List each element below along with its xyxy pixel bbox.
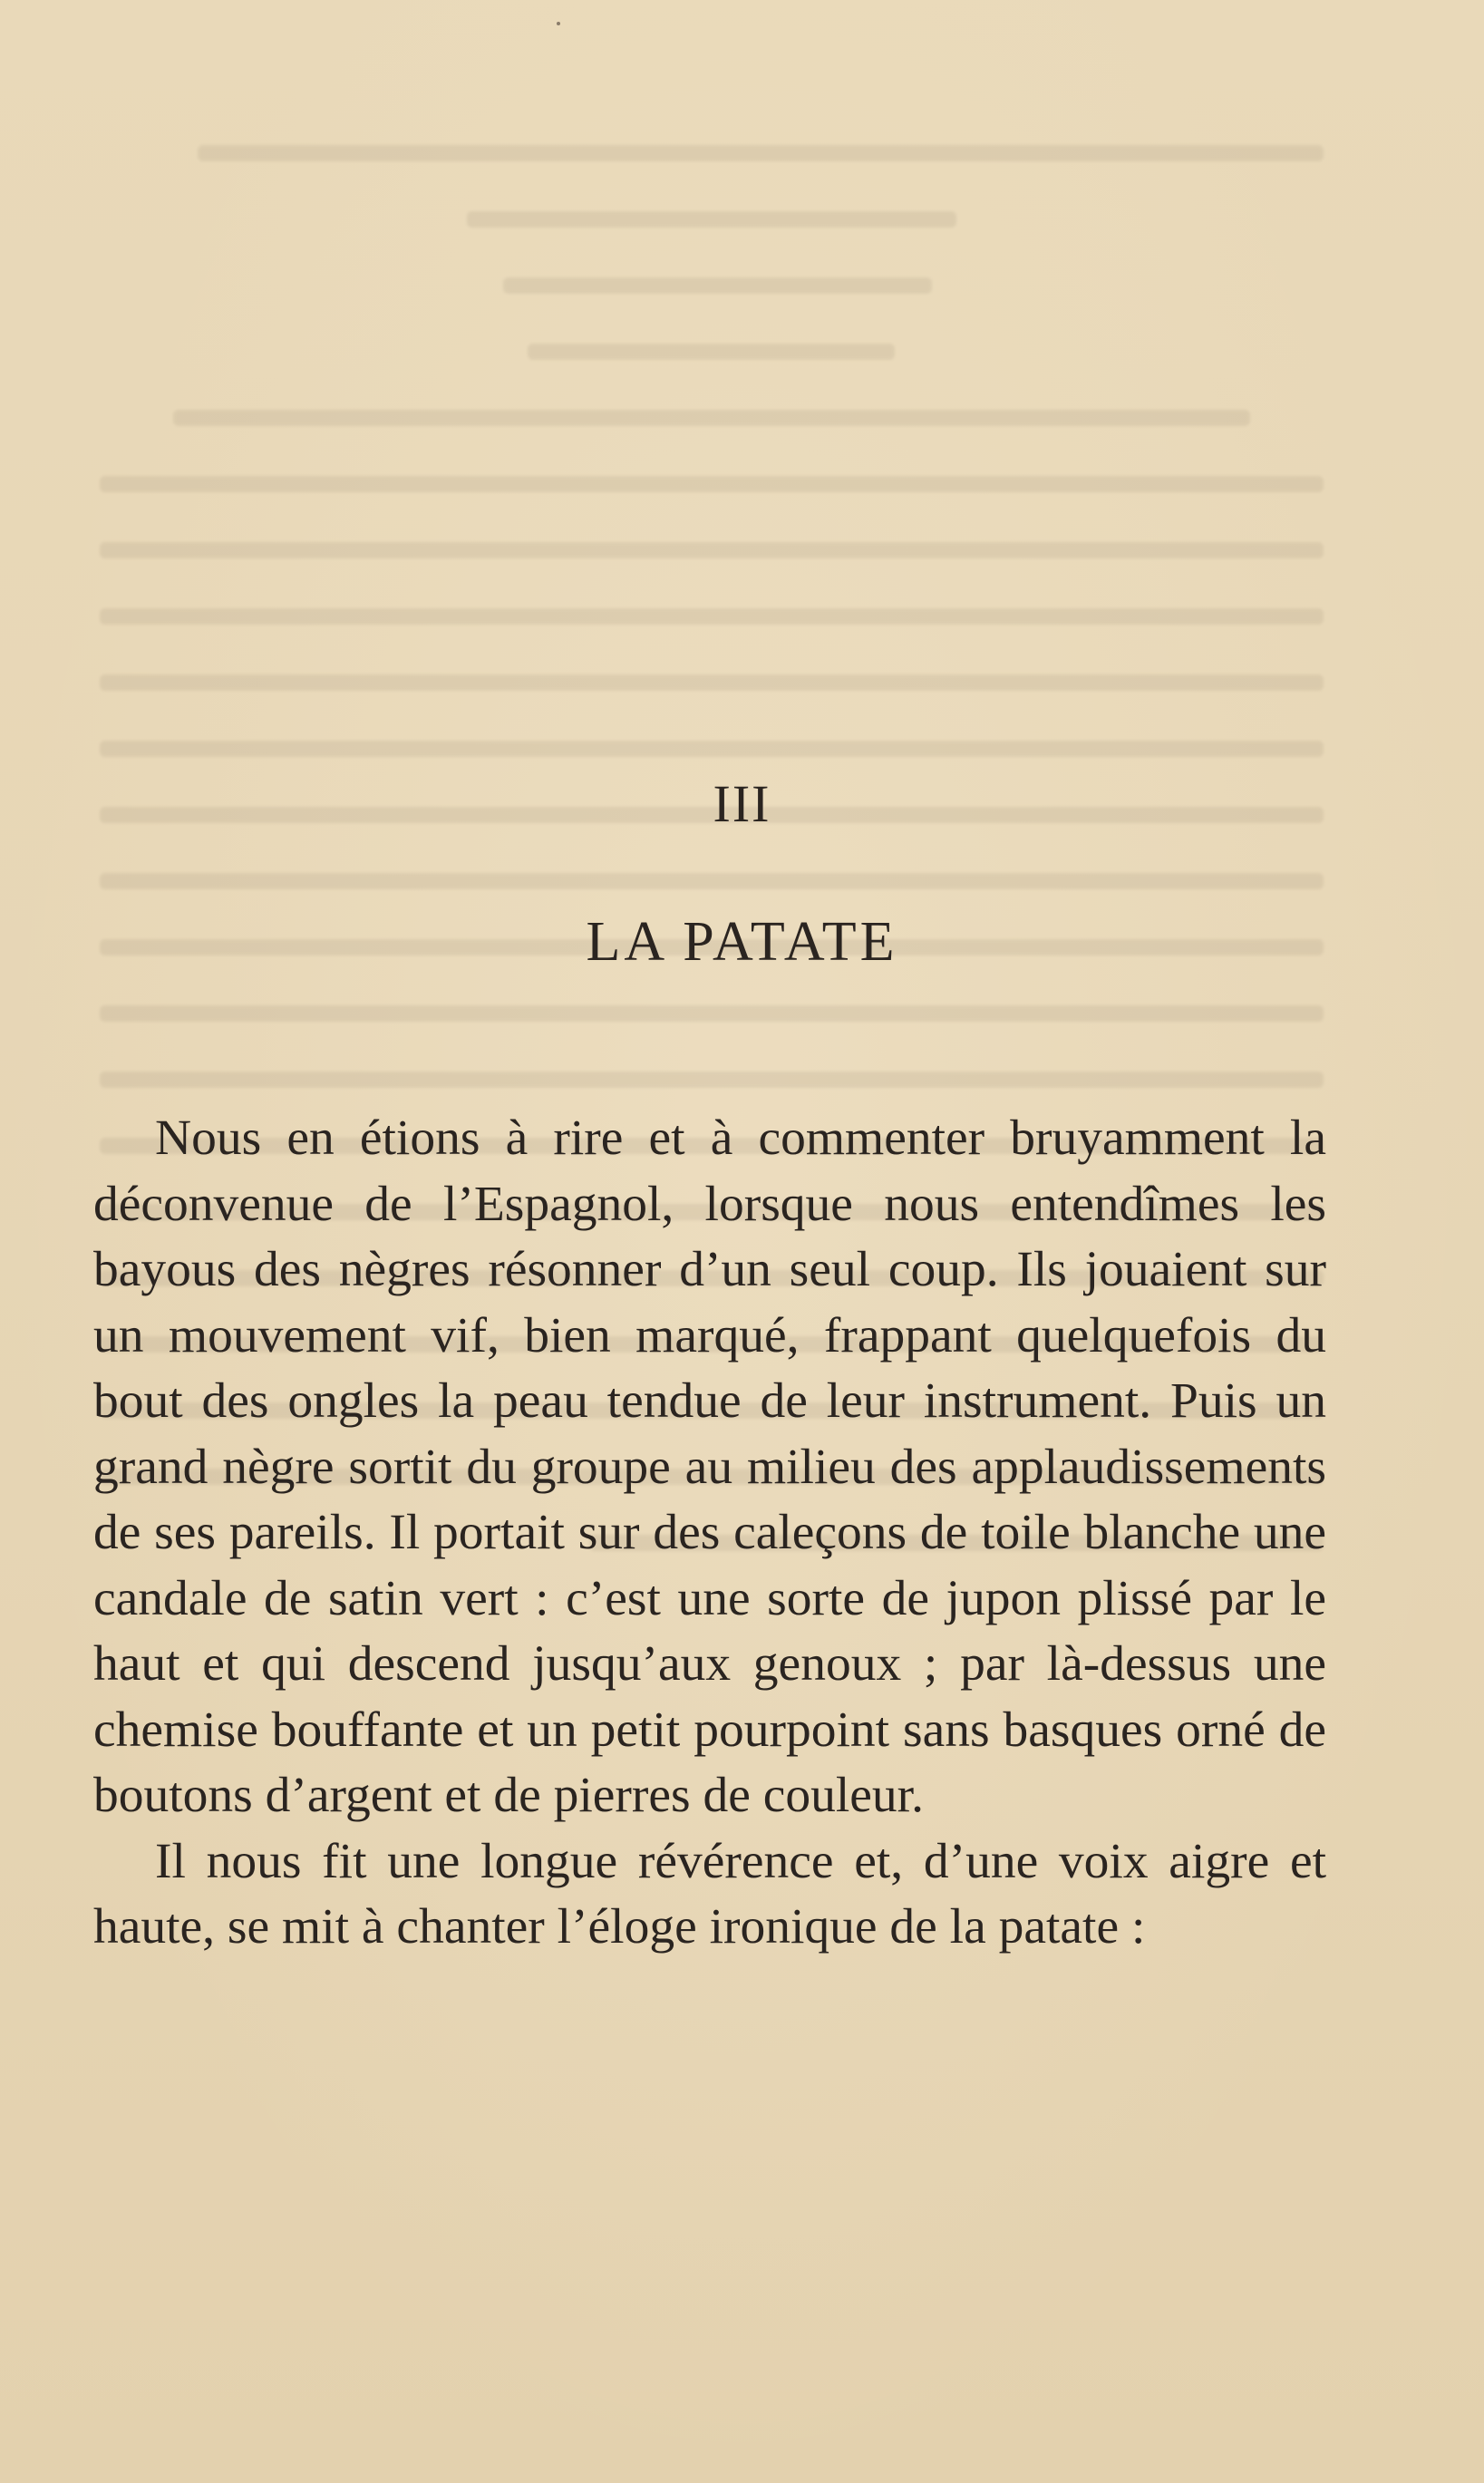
chapter-number: III <box>713 774 771 833</box>
paper-speck <box>557 22 560 25</box>
chapter-title: LA PATATE <box>586 911 898 973</box>
paragraph: Nous en étions à rire et à commenter bruyamment la déconvenue de l’Espagnol, lorsque nous entendîmes les bayous des nègres résonner d’un seul coup. Ils jouaient sur un mouvement vif, bien marqué, frappant quelquefois du bout des ongles la peau tendue de leur instrument. Puis un grand nègre sortit du groupe au milieu des applaudissements de ses pareils. Il portait sur des caleçons de toile blanche une candale de satin vert : c’est une sorte de jupon plissé par le haut et qui descend jusqu’aux genoux ; par là-dessus une chemise bouffante et un petit pourpoint sans basques orné de boutons d’argent et de pierres de couleur. <box>93 1111 1326 1823</box>
paragraph: Il nous fit une longue révérence et, d’une voix aigre et haute, se mit à chanter l’éloge ironique de la patate : <box>93 1833 1326 1954</box>
chapter-body <box>93 1106 1326 1961</box>
